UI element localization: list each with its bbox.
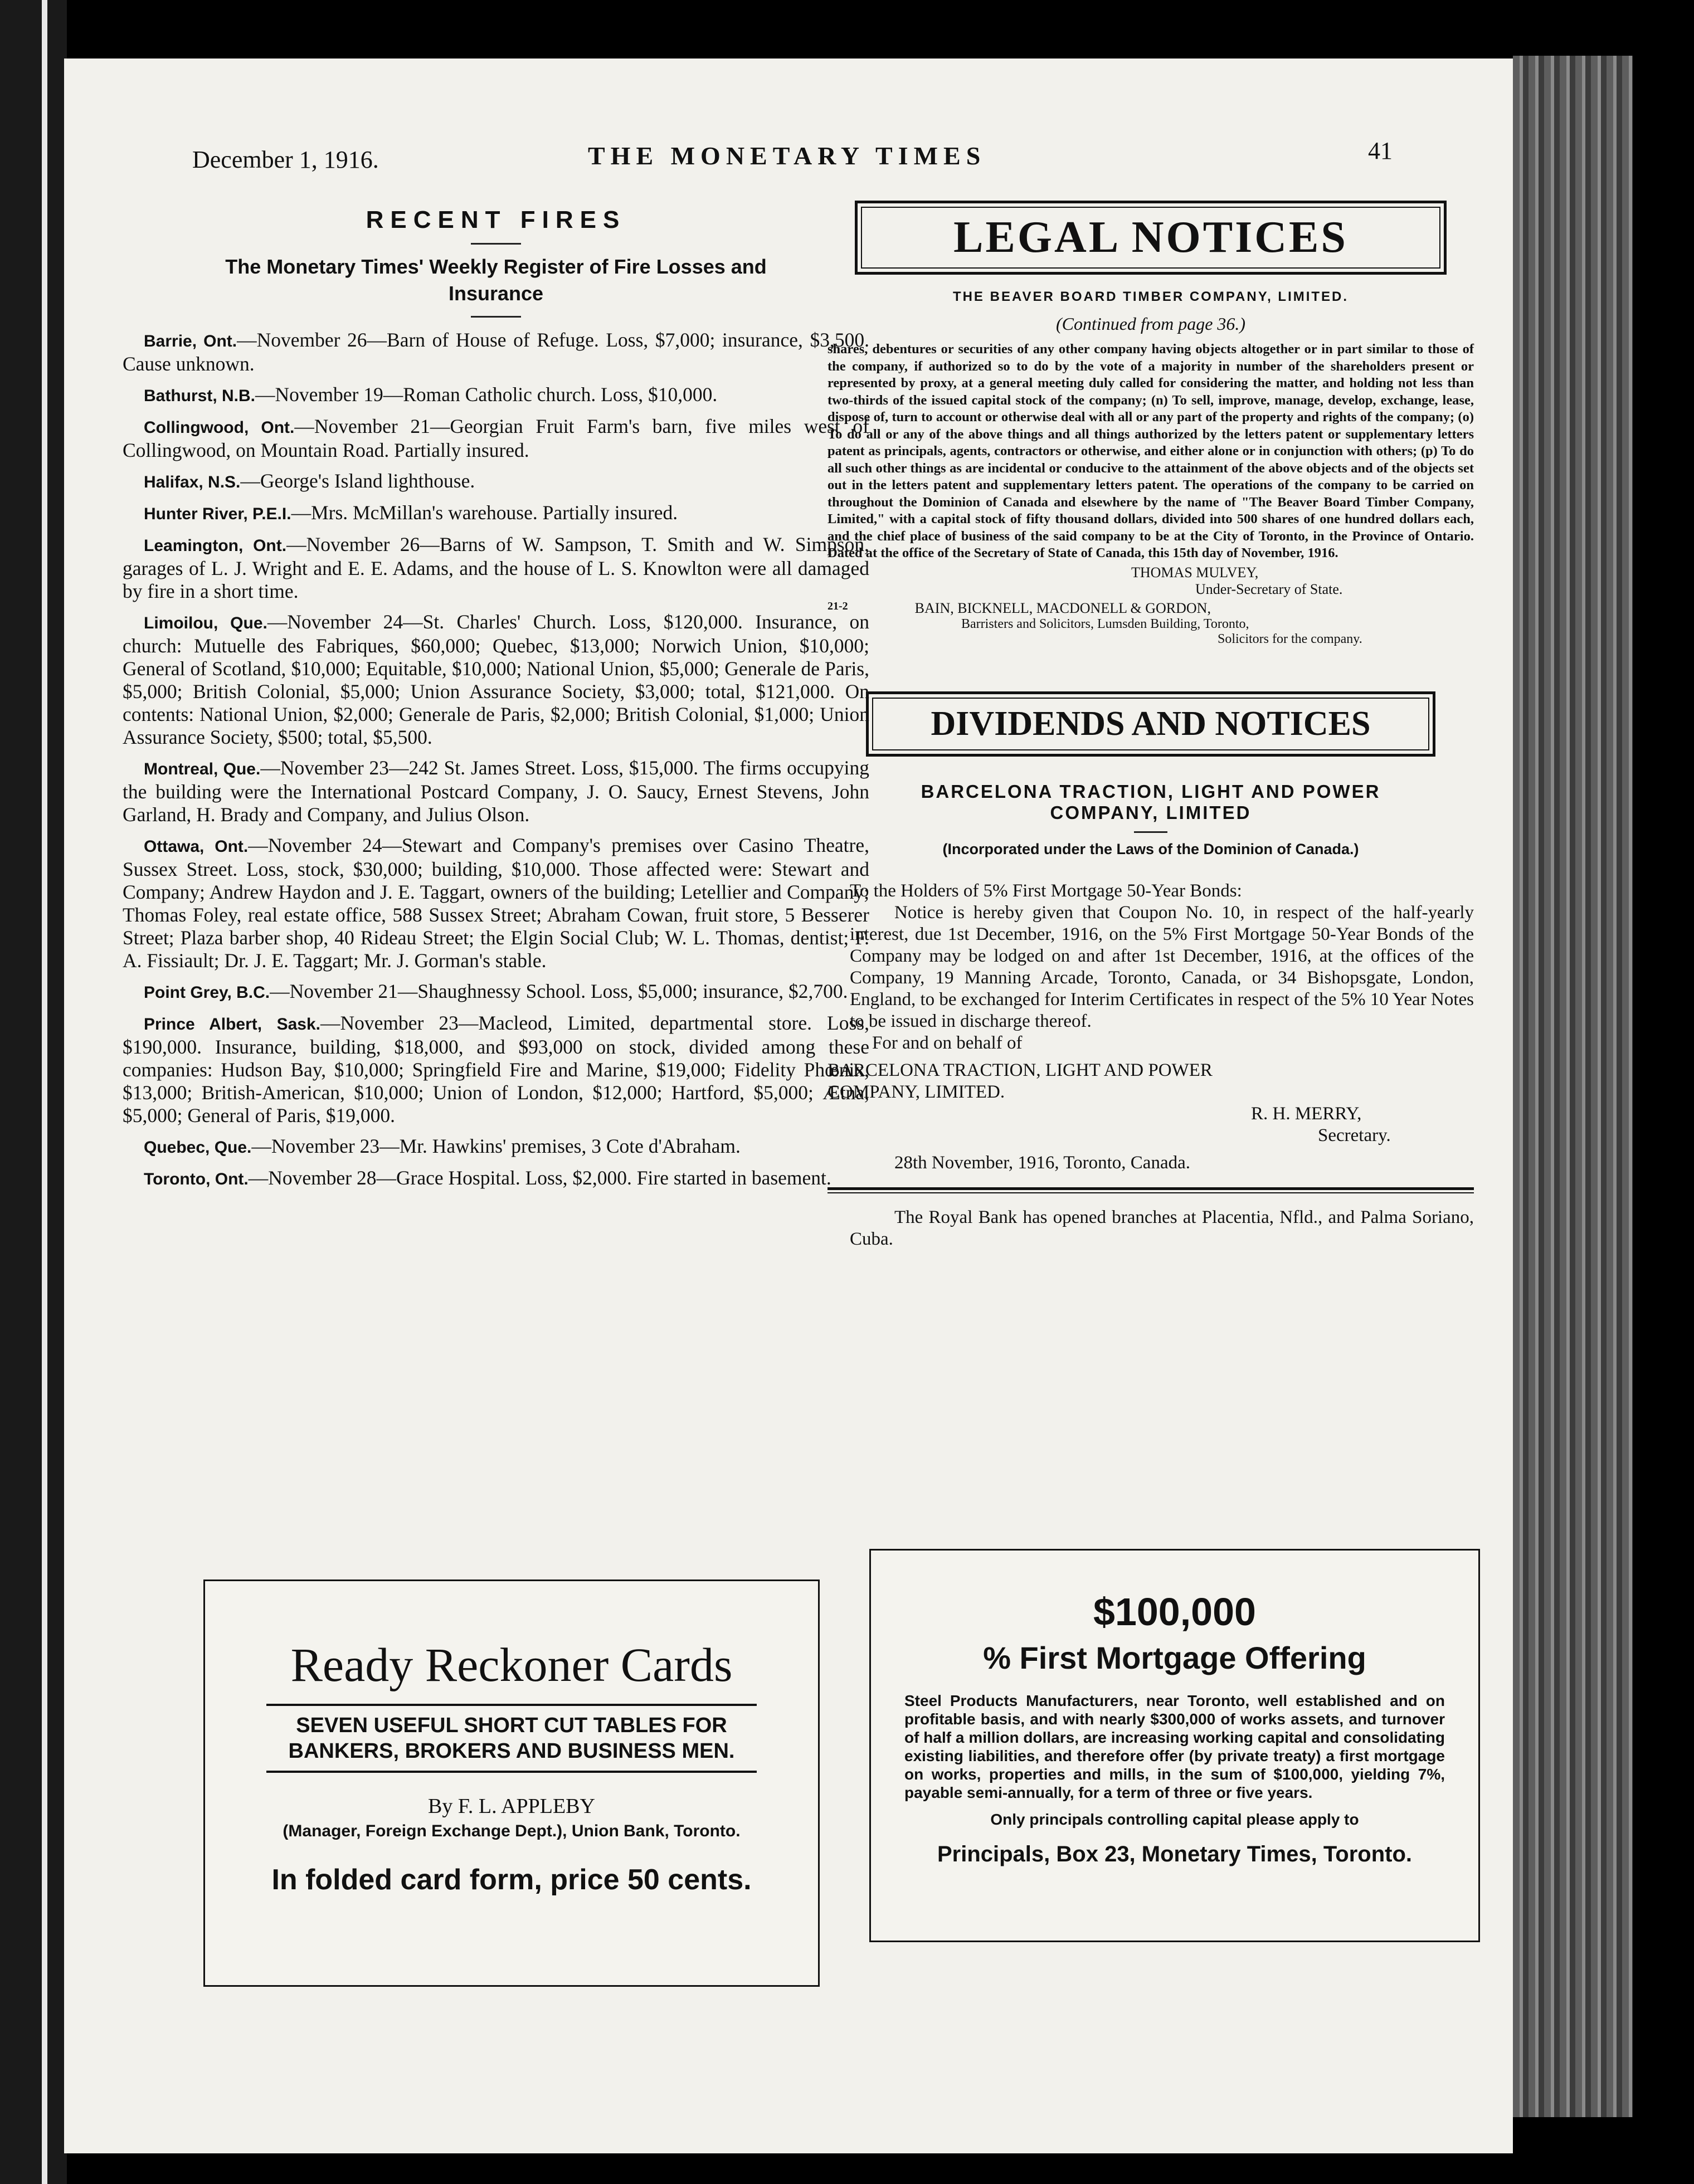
dividend-sign-company1: BARCELONA TRACTION, LIGHT AND POWER: [827, 1060, 1213, 1080]
fires-column: [123, 206, 869, 1198]
legal-ref: 21-2: [827, 599, 848, 612]
notices-column: [827, 201, 1474, 1250]
fire-entry: [123, 980, 869, 1004]
fire-place: Ottawa, Ont.: [144, 837, 249, 856]
running-header: [64, 136, 1513, 181]
fire-text: —November 28—Grace Hospital. Loss, $2,000. Fire started in basement.: [248, 1167, 831, 1189]
fires-section-title: RECENT FIRES: [366, 206, 626, 233]
fire-text: —November 24—Stewart and Company's premises over Casino Theatre, Sussex Street. Loss, stock, $30,000; building, $10,000. Those affected were: Stewart and Company; Andrew Haydon and J. E. Taggart, owners of the building; Letellier and Company; Thomas Foley, real estate office, 588 Sussex Street; Abraham Cowan, fruit store, 5 Besserer Street; Plaza barber shop, 40 Rideau Street; the Elgin Social Club; W. L. Thomas, dentist; F. A. Fissiault; Dr. J. E. Taggart; Mr. J. Gorman's stable.: [123, 834, 869, 972]
fire-entry: [123, 1135, 869, 1159]
fire-entry: [123, 383, 869, 407]
fire-place: Point Grey, B.C.: [144, 983, 270, 1002]
dividend-incorporated: (Incorporated under the Laws of the Dominion of Canada.): [942, 840, 1359, 857]
fire-place: Limoilou, Que.: [144, 614, 267, 632]
legal-signer: THOMAS MULVEY,: [1131, 564, 1259, 581]
fire-text: —November 23—Macleod, Limited, departmental store. Loss, $190,000. Insurance, building, $18,000, and $93,000 on stock, divided among these companies: Hudson Bay, $10,000; Springfield Fire and Marine, $19,000; Fidelity Phœnix, $13,000; British-American, $10,000; Union of London, $12,000; Hartford, $5,000; Ætna, $5,000; General of Paris, $19,000.: [123, 1012, 869, 1127]
ad-mortgage-amount: $100,000: [1093, 1590, 1256, 1634]
royal-bank-notice: The Royal Bank has opened branches at Placentia, Nfld., and Palma Soriano, Cuba.: [850, 1207, 1474, 1249]
fire-entry: [123, 501, 869, 525]
section-divider: [827, 1187, 1474, 1193]
legal-signature: [827, 564, 1474, 647]
fire-place: Collingwood, Ont.: [144, 418, 295, 437]
fire-entry: [123, 415, 869, 462]
masthead: THE MONETARY TIMES: [588, 142, 986, 170]
ad-reckoner-tagline-1: SEVEN USEFUL SHORT CUT TABLES FOR: [296, 1714, 727, 1737]
fire-entries: [123, 329, 869, 1191]
fire-entry: [123, 470, 869, 494]
fire-place: Toronto, Ont.: [144, 1170, 249, 1188]
legal-company: THE BEAVER BOARD TIMBER COMPANY, LIMITED.: [952, 289, 1349, 304]
legal-firm: BAIN, BICKNELL, MACDONELL & GORDON,: [914, 599, 1211, 616]
fire-text: —November 21—Shaughnessy School. Loss, $5,000; insurance, $2,700.: [270, 980, 848, 1002]
fire-entry: [123, 611, 869, 749]
dividend-sign-company2: COMPANY, LIMITED.: [827, 1081, 1005, 1102]
ad-reckoner-price: In folded card form, price 50 cents.: [271, 1864, 752, 1896]
dividends-heading: DIVIDENDS AND NOTICES: [872, 698, 1429, 750]
fire-entry: [123, 533, 869, 603]
ready-reckoner-ad: [203, 1580, 820, 1987]
mortgage-offering-ad: [869, 1549, 1480, 1942]
ad-mortgage-offer: % First Mortgage Offering: [983, 1640, 1366, 1675]
legal-body: shares, debentures or securities of any other company having objects altogether or in part similar to those of the company, if authorized so to do by the vote of a majority in number of the shareholders present or represented by proxy, at a general meeting duly called for considering the matter, and holding not less than two-thirds of the issued capital stock of the company; (n) To sell, improve, manage, develop, exchange, lease, dispose of, turn to account or otherwise deal with all or any part of the property and rights of the company; (o) To do all or any of the above things and all things authorized by the letters patent or supplementary letters patent as principals, agents, contractors or otherwise, and either alone or in conjunction with others; (p) To do all such other things as are incidental or conducive to the attainment of the above objects and of the objects set out in the letters patent and supplementary letters patent. The operations of the company to be carried on throughout the Dominion of Canada and elsewhere by the name of "The Beaver Board Timber Company, Limited," with a capital stock of fifty thousand dollars, divided into 500 shares of one hundred dollars each, and the chief place of business of the said company to be at the City of Toronto, in the Province of Ontario. Dated at the office of the Secretary of State of Canada, this 15th day of November, 1916.: [827, 342, 1474, 560]
fire-text: —November 21—Georgian Fruit Farm's barn, five miles west of Collingwood, on Mountain Road. Partially insured.: [123, 415, 869, 461]
fire-place: Montreal, Que.: [144, 760, 261, 778]
fire-place: Leamington, Ont.: [144, 537, 287, 555]
dividend-to-holders: To the Holders of 5% First Mortgage 50-Year Bonds:: [850, 880, 1242, 901]
fire-text: —November 26—Barn of House of Refuge. Loss, $7,000; insurance, $3,500. Cause unknown.: [123, 329, 869, 375]
ad-mortgage-only: Only principals controlling capital please apply to: [990, 1811, 1359, 1828]
divider: [471, 316, 521, 318]
ad-mortgage-body: Steel Products Manufacturers, near Toronto, well established and on profitable basis, and with nearly $300,000 of works assets, and turnover of half a million dollars, are increasing working capital and consolidating existing liabilities, and therefore offer (by private treaty) a first mortgage on works, properties and mills, in the sum of $100,000, yielding 7%, payable semi-annually, for a term of three or five years.: [904, 1692, 1445, 1801]
dividends-box: [866, 691, 1435, 757]
book-spine: [0, 0, 67, 2184]
issue-date: December 1, 1916.: [192, 146, 379, 173]
ad-reckoner-tagline: [266, 1704, 757, 1773]
dividend-secretary-name: R. H. MERRY,: [1251, 1103, 1362, 1124]
divider: [471, 243, 521, 245]
spine-edge: [42, 0, 47, 2184]
fire-entry: [123, 757, 869, 826]
ad-reckoner-manager: (Manager, Foreign Exchange Dept.), Union Bank, Toronto.: [283, 1822, 741, 1840]
legal-signer-title: Under-Secretary of State.: [1195, 581, 1343, 597]
legal-notices-box: [855, 201, 1447, 275]
fire-entry: [123, 1012, 869, 1127]
fire-text: —November 23—Mr. Hawkins' premises, 3 Cote d'Abraham.: [251, 1135, 741, 1157]
fire-place: Bathurst, N.B.: [144, 387, 256, 405]
fire-text: —November 24—St. Charles' Church. Loss, $120,000. Insurance, on church: Mutuelle des Fabriques, $60,000; Quebec, $13,000; Norwich Union, $10,000; General of Scotland, $10,000; Equitable, $10,000; National Union, $5,000; Generale de Paris, $5,000; British Colonial, $5,000; Union Assurance Society, $3,000; total, $121,000. On contents: National Union, $2,000; Generale de Paris, $2,000; British Colonial, $1,000; Union Assurance Society, $500; total, $5,500.: [123, 611, 869, 748]
ad-reckoner-tagline-2: BANKERS, BROKERS AND BUSINESS MEN.: [288, 1739, 735, 1763]
dividend-date: 28th November, 1916, Toronto, Canada.: [894, 1152, 1190, 1173]
fire-place: Prince Albert, Sask.: [144, 1015, 321, 1034]
fire-place: Barrie, Ont.: [144, 332, 237, 350]
legal-notices-heading: LEGAL NOTICES: [861, 207, 1440, 269]
dividend-notice: Notice is hereby given that Coupon No. 10, in respect of the half-yearly interest, due 1st December, 1916, on the 5% First Mortgage 50-Year Bonds of the Company may be lodged on and after 1st December, 1916, at the offices of the Company, 19 Manning Arcade, Toronto, Canada, or 34 Bishopsgate, London, England, to be exchanged for Interim Certificates in respect of the 5% 10 Year Notes to be issued in discharge thereof.: [850, 902, 1474, 1031]
ad-mortgage-principals: Principals, Box 23, Monetary Times, Toronto.: [937, 1842, 1413, 1866]
fire-text: —November 23—242 St. James Street. Loss, $15,000. The firms occupying the building were the International Postcard Company, J. O. Saucy, Ernest Stevens, John Garland, H. Brady and Company, and Julius Olson.: [123, 757, 870, 826]
divider: [1134, 831, 1167, 833]
fire-text: —November 26—Barns of W. Sampson, T. Smith and W. Simpson, garages of L. J. Wright and E. E. Adams, and the house of L. S. Knowlton were all damaged by fire in a short time.: [123, 533, 869, 602]
dividend-company-line1: BARCELONA TRACTION, LIGHT AND POWER: [921, 781, 1381, 802]
fire-place: Quebec, Que.: [144, 1138, 252, 1157]
ad-reckoner-title: Ready Reckoner Cards: [290, 1638, 733, 1691]
legal-continued: (Continued from page 36.): [1055, 314, 1246, 334]
legal-firm-role: Solicitors for the company.: [1218, 631, 1362, 646]
page-stack-edge: [1513, 56, 1633, 2117]
fires-subtitle: The Monetary Times' Weekly Register of Fire Losses and Insurance: [225, 255, 767, 305]
fire-entry: [123, 329, 869, 376]
dividend-company-line2: COMPANY, LIMITED: [1050, 802, 1252, 823]
dividend-secretary-title: Secretary.: [1318, 1125, 1391, 1145]
fire-text: —Mrs. McMillan's warehouse. Partially insured.: [291, 501, 678, 524]
dividend-behalf: For and on behalf of: [872, 1032, 1023, 1053]
fire-entry: [123, 1167, 869, 1191]
fire-entry: [123, 834, 869, 972]
fire-place: Halifax, N.S.: [144, 473, 241, 491]
page: [64, 58, 1513, 2153]
legal-firm-block: [827, 600, 1474, 617]
fire-text: —George's Island lighthouse.: [240, 470, 475, 492]
ad-reckoner-author: By F. L. APPLEBY: [428, 1795, 595, 1818]
page-number: 41: [1368, 137, 1393, 164]
fire-place: Hunter River, P.E.I.: [144, 505, 291, 523]
fire-text: —November 19—Roman Catholic church. Loss, $10,000.: [255, 383, 718, 406]
legal-firm-address: Barristers and Solicitors, Lumsden Building, Toronto,: [961, 616, 1249, 631]
